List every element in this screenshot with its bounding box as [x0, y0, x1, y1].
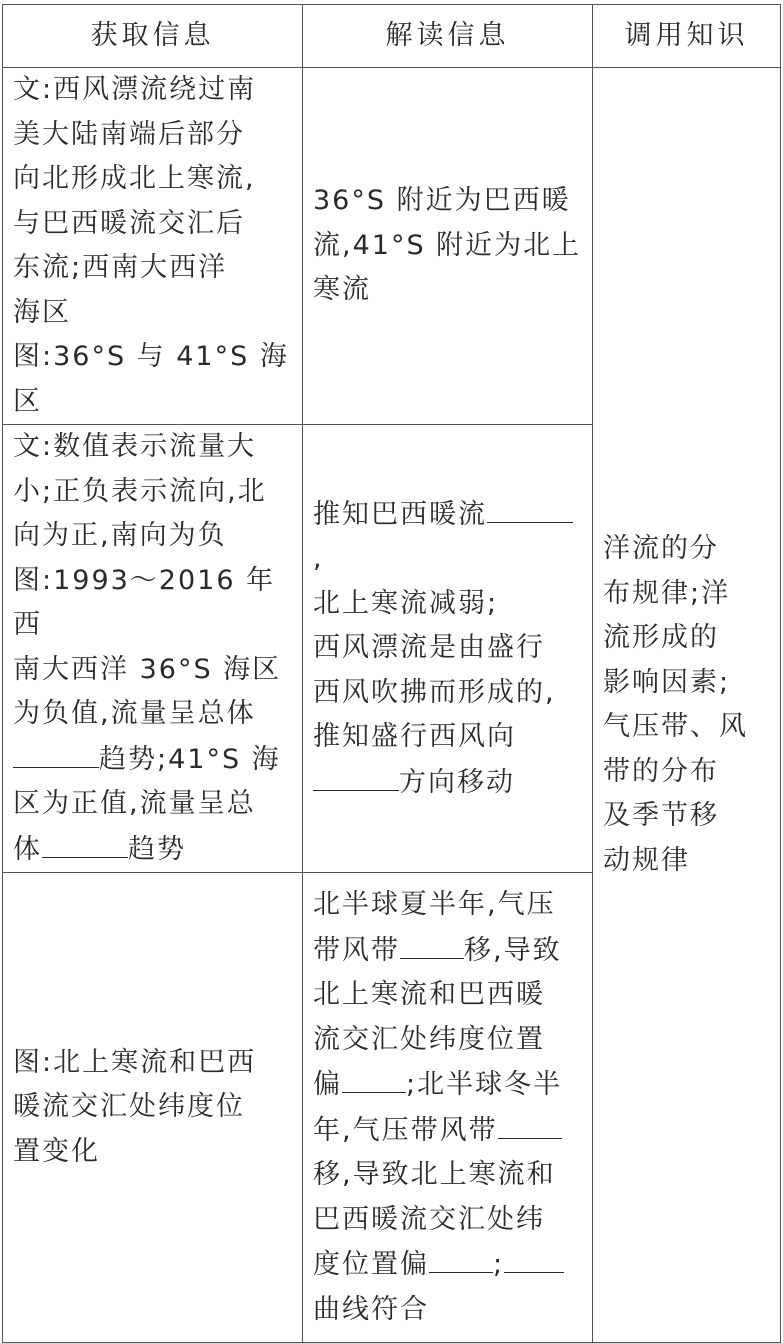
- knowledge-cell: [593, 68, 781, 1343]
- blank-suffix: ,: [313, 543, 324, 575]
- blank-suffix: ;北半球冬半: [406, 1069, 563, 1100]
- text-line: 寒流: [313, 274, 371, 306]
- text-line: 西风吹拂而形成的,: [313, 676, 556, 708]
- text-line: [313, 1242, 582, 1288]
- answer-blank[interactable]: [487, 492, 573, 523]
- text-line: [13, 737, 292, 783]
- blank-suffix: 趋势;41°S 海: [99, 743, 281, 775]
- blank-prefix: 推知巴西暖流: [313, 498, 487, 530]
- text-line: 影响因素;: [603, 666, 731, 698]
- row2-obtain-cell: [3, 425, 303, 873]
- text-line: 南大西洋 36°S 海区: [13, 653, 282, 685]
- blank-suffix: ;: [493, 1249, 505, 1280]
- text-line: 北半球夏半年,气压: [313, 889, 556, 920]
- text-line: [313, 928, 582, 974]
- text-line: 36°S 附近为巴西暖: [313, 185, 571, 217]
- text-line: 带的分布: [603, 755, 719, 787]
- text-line: 为负值,流量呈总体: [13, 698, 256, 729]
- answer-blank[interactable]: [504, 1242, 564, 1273]
- text-line: 推知盛行西风向: [313, 721, 516, 753]
- text-line: 小;正负表示流向,北: [13, 475, 267, 507]
- text-line: [313, 760, 582, 806]
- header-interpret: 解读信息: [303, 5, 593, 68]
- header-row: [3, 5, 781, 68]
- text-line: 流交汇处纬度位置: [313, 1023, 545, 1055]
- blank-suffix: 移,导致: [464, 934, 562, 966]
- header-obtain: 获取信息: [3, 5, 303, 68]
- answer-blank[interactable]: [498, 1108, 562, 1139]
- text-line: [313, 1062, 582, 1108]
- answer-blank[interactable]: [313, 760, 399, 791]
- table-row: [3, 68, 781, 425]
- text-line: 气压带、风: [603, 711, 748, 742]
- text-line: 文:数值表示流量大: [13, 431, 257, 462]
- text-line: 及季节移: [603, 800, 719, 831]
- text-line: 图:北上寒流和巴西: [13, 1046, 257, 1078]
- answer-blank[interactable]: [429, 1242, 493, 1273]
- row1-obtain-cell: [3, 68, 303, 425]
- text-line: 巴西暖流交汇处纬: [313, 1203, 545, 1235]
- text-line: 文:西风漂流绕过南: [13, 74, 257, 105]
- answer-blank[interactable]: [342, 1062, 406, 1093]
- text-line: 向北形成北上寒流,: [13, 163, 256, 194]
- text-line: 北上寒流和巴西暖: [313, 979, 545, 1010]
- blank-prefix: 度位置偏: [313, 1249, 429, 1280]
- text-line: 西风漂流是由盛行: [313, 632, 545, 664]
- text-line: 图:1993～2016 年西: [13, 564, 276, 640]
- header-knowledge: 调用知识: [593, 5, 781, 68]
- text-line: 布规律;洋: [603, 577, 731, 609]
- text-line: 东流;西南大西洋: [13, 252, 228, 283]
- row2-interpret-cell: [303, 425, 593, 873]
- blank-suffix: 趋势: [128, 833, 186, 865]
- blank-suffix: 方向移动: [399, 766, 515, 798]
- row3-obtain-cell: [3, 873, 303, 1343]
- row3-interpret-cell: [303, 873, 593, 1343]
- text-line: 暖流交汇处纬度位: [13, 1091, 245, 1123]
- answer-blank[interactable]: [42, 827, 128, 858]
- text-line: [313, 492, 582, 582]
- text-line: 置变化: [13, 1135, 100, 1167]
- text-line: 北上寒流减弱;: [313, 587, 499, 619]
- blank-prefix: 偏: [313, 1069, 342, 1100]
- text-line: 曲线符合: [313, 1293, 429, 1325]
- text-line: 流,41°S 附近为北上: [313, 229, 582, 261]
- text-line: [13, 827, 292, 873]
- text-line: 洋流的分: [603, 533, 719, 564]
- row1-interpret-cell: [303, 68, 593, 425]
- text-line: 区为正值,流量呈总: [13, 788, 256, 819]
- text-line: [313, 1108, 582, 1154]
- text-line: 与巴西暖流交汇后: [13, 207, 245, 239]
- text-line: 美大陆南端后部分: [13, 118, 245, 150]
- answer-blank[interactable]: [13, 737, 99, 768]
- text-line: 移,导致北上寒流和: [313, 1159, 556, 1190]
- text-line: 流形成的: [603, 622, 719, 653]
- text-line: 海区: [13, 296, 71, 328]
- info-table: [2, 4, 781, 1343]
- answer-blank[interactable]: [400, 928, 464, 959]
- blank-prefix: 体: [13, 833, 42, 865]
- text-line: 动规律: [603, 844, 690, 876]
- text-line: 图:36°S 与 41°S 海区: [13, 341, 289, 417]
- text-line: 向为正,南向为负: [13, 520, 227, 551]
- blank-prefix: 年,气压带风带: [313, 1114, 498, 1146]
- blank-prefix: 带风带: [313, 934, 400, 966]
